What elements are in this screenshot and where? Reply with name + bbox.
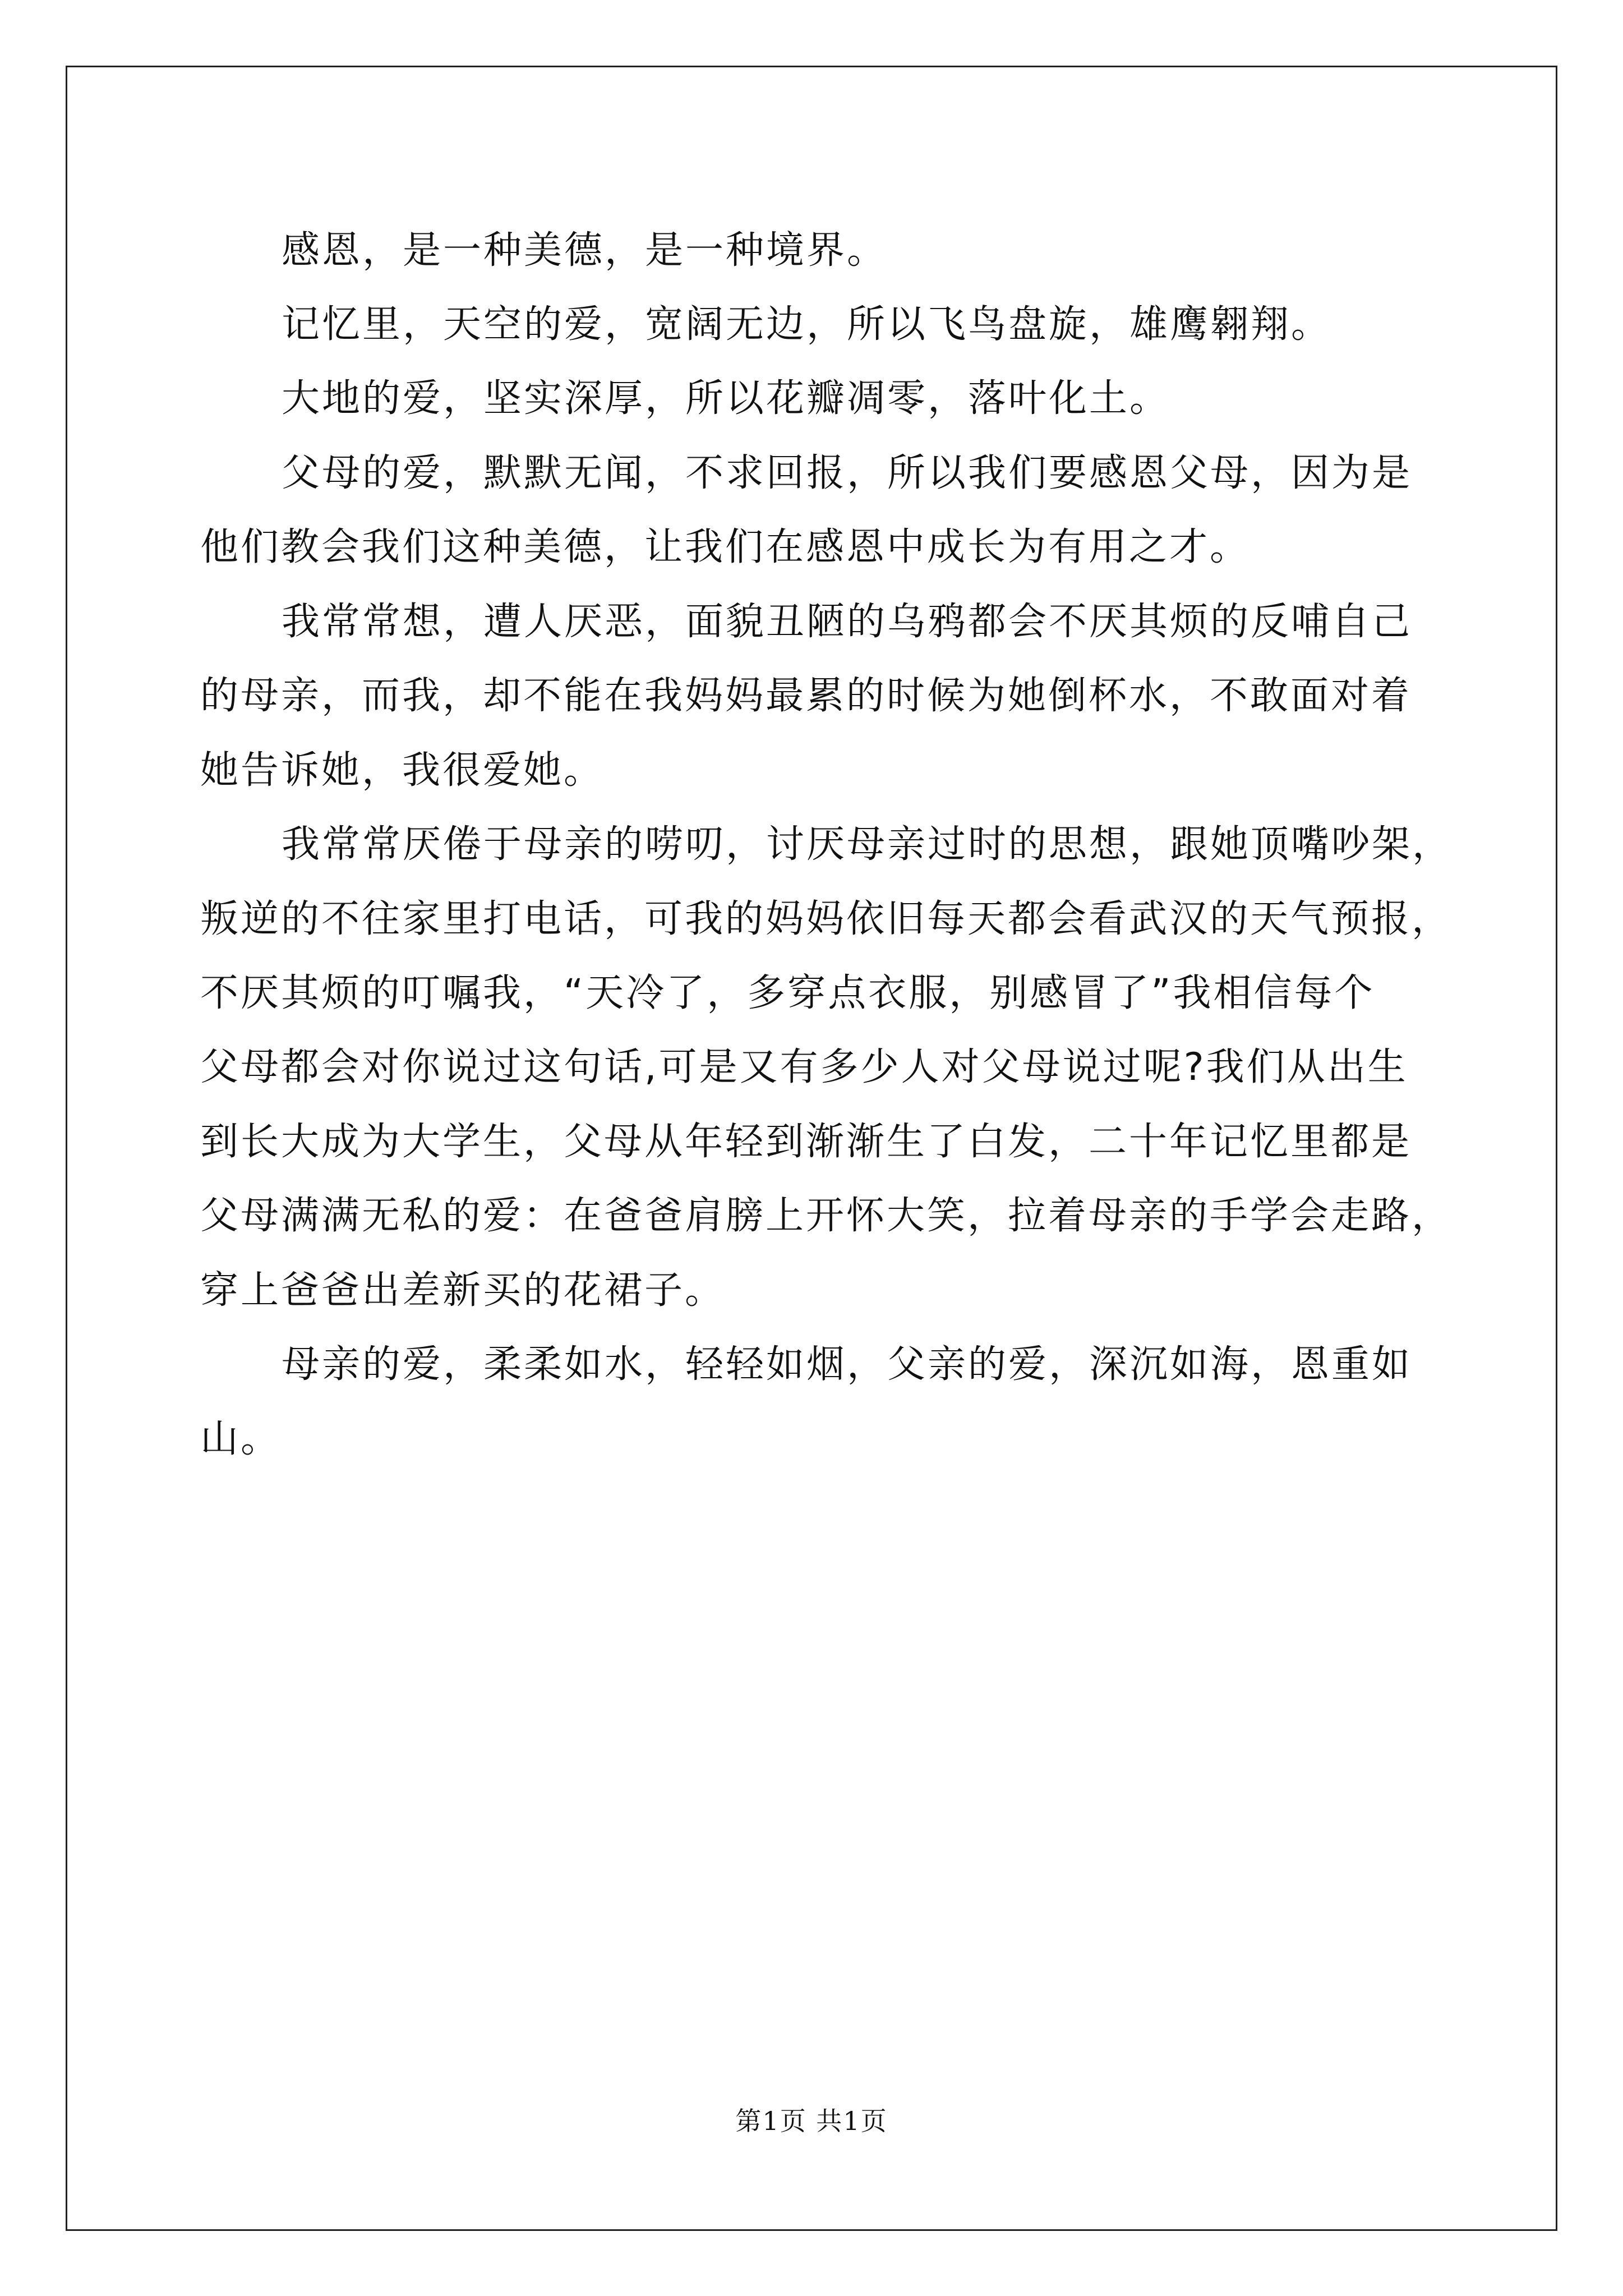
paragraph-line: 不厌其烦的叮嘱我，“天冷了，多穿点衣服，别感冒了”我相信每个 <box>200 971 1375 1015</box>
paragraph-line: 父母都会对你说过这句话,可是又有多少人对父母说过呢?我们从出生 <box>200 1045 1408 1089</box>
paragraph-line: 母亲的爱，柔柔如水，轻轻如烟，父亲的爱，深沉如海，恩重如 <box>282 1342 1413 1387</box>
paragraph-line: 叛逆的不往家里打电话，可我的妈妈依旧每天都会看武汉的天气预报， <box>200 897 1453 941</box>
paragraph-line: 到长大成为大学生，父母从年轻到渐渐生了白发，二十年记忆里都是 <box>200 1120 1412 1164</box>
paragraph-line: 我常常想，遭人厌恶，面貌丑陋的乌鸦都会不厌其烦的反哺自己 <box>282 600 1413 644</box>
paragraph-line: 我常常厌倦于母亲的唠叨，讨厌母亲过时的思想，跟她顶嘴吵架， <box>282 822 1453 867</box>
paragraph-line: 记忆里，天空的爱，宽阔无边，所以飞鸟盘旋，雄鹰翱翔。 <box>282 302 1332 347</box>
paragraph-line: 父母满满无私的爱：在爸爸肩膀上开怀大笑，拉着母亲的手学会走路， <box>200 1194 1453 1238</box>
page-number: 第1页 共1页 <box>735 2106 888 2136</box>
paragraph-line: 父母的爱，默默无闻，不求回报，所以我们要感恩父母，因为是 <box>282 451 1413 495</box>
paragraph-line: 穿上爸爸出差新买的花裙子。 <box>200 1268 726 1313</box>
paragraph-line: 山。 <box>200 1417 282 1461</box>
paragraph-line: 大地的爱，坚实深厚，所以花瓣凋零，落叶化土。 <box>282 376 1170 421</box>
paragraph-line: 的母亲，而我，却不能在我妈妈最累的时候为她倒杯水，不敢面对着 <box>200 674 1412 718</box>
paragraph-line: 他们教会我们这种美德，让我们在感恩中成长为有用之才。 <box>200 525 1251 569</box>
paragraph-line: 感恩，是一种美德，是一种境界。 <box>282 228 888 273</box>
paragraph-line: 她告诉她，我很爱她。 <box>200 748 605 793</box>
